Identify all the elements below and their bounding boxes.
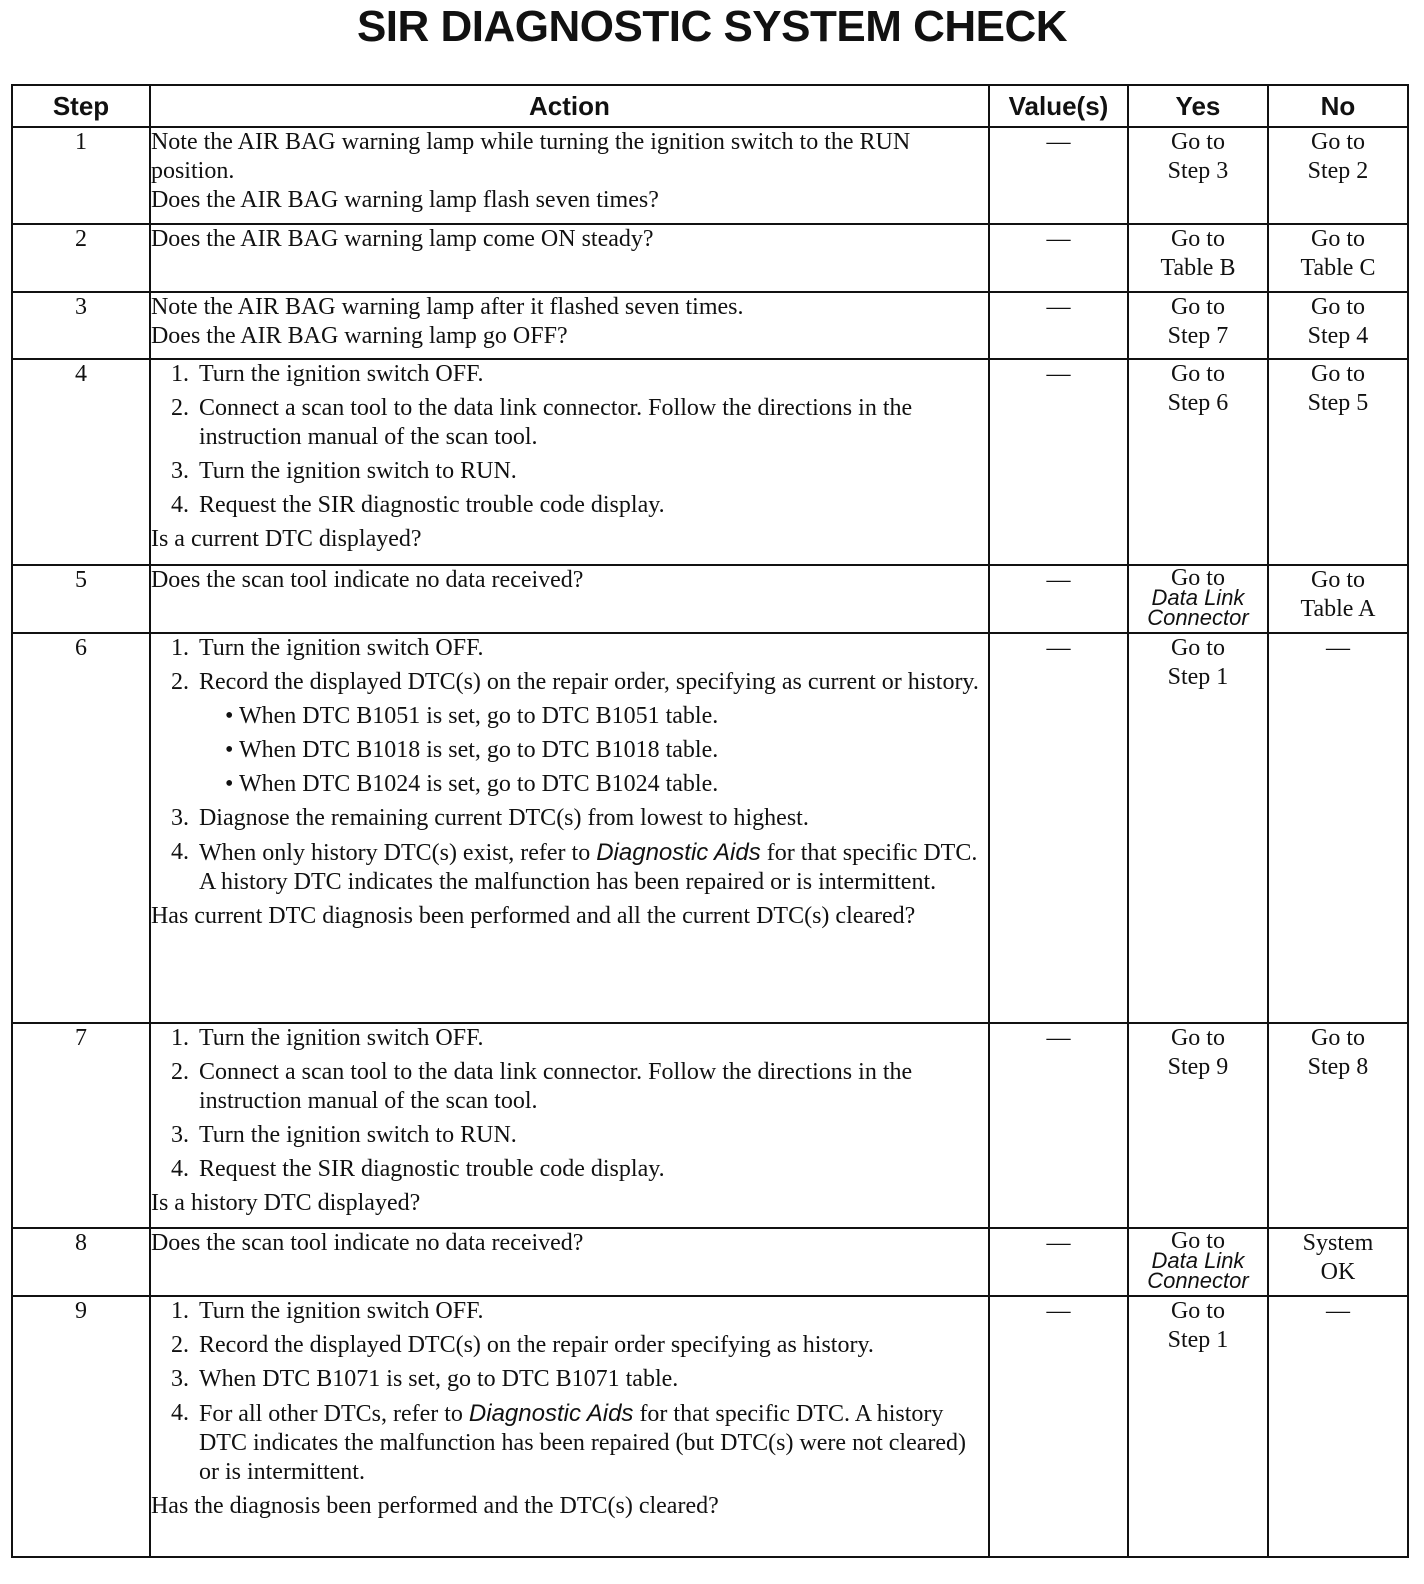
step-action xyxy=(150,565,989,633)
action-text: Note the AIR BAG warning lamp while turning the ignition switch to the RUN position. xyxy=(150,129,911,184)
no-goto: Go to xyxy=(1310,1025,1365,1051)
step-number: 1 xyxy=(12,127,150,224)
step-value: — xyxy=(989,127,1128,224)
substep xyxy=(171,1365,988,1394)
substep-text: Turn the ignition switch OFF. xyxy=(198,361,484,387)
header-action: Action xyxy=(150,85,989,127)
substep-text-pre: When only history DTC(s) exist, refer to xyxy=(198,840,597,866)
yes-result xyxy=(1128,127,1268,224)
step-action xyxy=(150,127,989,224)
substep-number: 3. xyxy=(170,1366,189,1392)
table-row xyxy=(12,359,1408,565)
step-action xyxy=(150,359,989,565)
no-goto: Go to xyxy=(1310,361,1365,387)
no-result xyxy=(1268,127,1408,224)
substep xyxy=(171,838,988,897)
step-action xyxy=(150,224,989,292)
yes-goto: Go to xyxy=(1170,361,1225,387)
step-action xyxy=(150,292,989,359)
substep xyxy=(171,1058,988,1116)
substep xyxy=(171,668,988,697)
table-row xyxy=(12,1296,1408,1557)
step-action xyxy=(150,633,989,1023)
substep-number: 1. xyxy=(170,635,189,661)
no-result xyxy=(1268,1296,1408,1557)
no-target: Step 5 xyxy=(1307,390,1369,416)
substep-number: 1. xyxy=(170,1025,189,1051)
substep-number: 3. xyxy=(170,1122,189,1148)
yes-goto: Go to xyxy=(1170,1228,1225,1254)
yes-target: Data Link xyxy=(1151,1248,1245,1273)
yes-result xyxy=(1128,1228,1268,1296)
no-result xyxy=(1268,359,1408,565)
no-target: Step 4 xyxy=(1307,323,1369,349)
action-question: Does the AIR BAG warning lamp go OFF? xyxy=(150,323,568,349)
step-number: 5 xyxy=(12,565,150,633)
no-target: — xyxy=(1325,1298,1350,1324)
yes-target: Table B xyxy=(1160,255,1236,281)
yes-goto: Go to xyxy=(1170,226,1225,252)
yes-result xyxy=(1128,633,1268,1023)
yes-target: Step 1 xyxy=(1167,1327,1229,1353)
substep-number: 2. xyxy=(170,1332,189,1358)
step-value: — xyxy=(989,224,1128,292)
substep xyxy=(171,804,988,833)
substep-text: Connect a scan tool to the data link connector. Follow the directions in the instruction manual of the scan tool. xyxy=(198,395,913,450)
header-yes: Yes xyxy=(1128,85,1268,127)
substep-number: 4. xyxy=(170,1156,189,1182)
substep-number: 2. xyxy=(170,1059,189,1085)
yes-result xyxy=(1128,565,1268,633)
step-number: 4 xyxy=(12,359,150,565)
step-value: — xyxy=(989,633,1128,1023)
no-result xyxy=(1268,1228,1408,1296)
no-goto: Go to xyxy=(1310,567,1365,593)
step-value: — xyxy=(989,565,1128,633)
substep-text xyxy=(199,1399,988,1487)
substep xyxy=(171,1331,988,1360)
no-target: Table A xyxy=(1300,596,1376,622)
no-target: Step 8 xyxy=(1307,1054,1369,1080)
yes-target: Step 6 xyxy=(1167,390,1229,416)
substep-text-pre: For all other DTCs, refer to xyxy=(198,1401,469,1427)
table-row xyxy=(12,1228,1408,1296)
header-step: Step xyxy=(12,85,150,127)
yes-goto: Go to xyxy=(1170,294,1225,320)
substep-number: 1. xyxy=(170,361,189,387)
bullet-item: • When DTC B1018 is set, go to DTC B1018 table. xyxy=(224,737,719,763)
substep-number: 1. xyxy=(170,1298,189,1324)
substep xyxy=(171,394,988,452)
page-title: SIR DIAGNOSTIC SYSTEM CHECK xyxy=(356,2,1068,51)
action-question: Does the AIR BAG warning lamp come ON steady? xyxy=(150,226,654,252)
substep-number: 2. xyxy=(170,669,189,695)
yes-target: Connector xyxy=(1147,605,1249,630)
table-row xyxy=(12,565,1408,633)
step-number: 9 xyxy=(12,1296,150,1557)
yes-target: Step 3 xyxy=(1167,158,1229,184)
table-row xyxy=(12,633,1408,1023)
yes-target: Step 7 xyxy=(1167,323,1229,349)
substep-number: 4. xyxy=(170,492,189,518)
no-result-line: OK xyxy=(1320,1259,1356,1285)
no-result xyxy=(1268,633,1408,1023)
step-number: 2 xyxy=(12,224,150,292)
action-text: Note the AIR BAG warning lamp after it flashed seven times. xyxy=(150,294,744,320)
substep xyxy=(171,1121,988,1150)
action-question: Has current DTC diagnosis been performed and all the current DTC(s) cleared? xyxy=(150,903,916,929)
step-value: — xyxy=(989,1296,1128,1557)
no-result xyxy=(1268,565,1408,633)
yes-result xyxy=(1128,224,1268,292)
no-target: Step 2 xyxy=(1307,158,1369,184)
table-row xyxy=(12,1023,1408,1228)
substep-text xyxy=(199,838,988,897)
substep-text: Turn the ignition switch to RUN. xyxy=(198,458,517,484)
yes-result xyxy=(1128,359,1268,565)
yes-goto: Go to xyxy=(1170,565,1225,591)
action-question: Does the scan tool indicate no data received? xyxy=(150,1230,584,1256)
header-no: No xyxy=(1268,85,1408,127)
yes-goto: Go to xyxy=(1170,1298,1225,1324)
substep-text: Turn the ignition switch to RUN. xyxy=(198,1122,517,1148)
table-row xyxy=(12,127,1408,224)
step-number: 6 xyxy=(12,633,150,1023)
substep xyxy=(171,360,988,389)
substep-text: Turn the ignition switch OFF. xyxy=(198,1298,484,1324)
substep-text: Request the SIR diagnostic trouble code display. xyxy=(198,1156,665,1182)
step-action xyxy=(150,1023,989,1228)
step-value: — xyxy=(989,359,1128,565)
bullet-item: • When DTC B1051 is set, go to DTC B1051 table. xyxy=(224,703,719,729)
step-number: 7 xyxy=(12,1023,150,1228)
step-value: — xyxy=(989,1023,1128,1228)
step-number: 8 xyxy=(12,1228,150,1296)
no-target: Table C xyxy=(1300,255,1376,281)
substep-number: 4. xyxy=(170,839,189,865)
no-result xyxy=(1268,224,1408,292)
substep xyxy=(171,1399,988,1487)
yes-goto: Go to xyxy=(1170,1025,1225,1051)
substep-text-post: for that specific DTC. A history DTC indicates the malfunction has been repaired or is intermittent. xyxy=(198,840,978,895)
substep xyxy=(171,1155,988,1184)
no-result xyxy=(1268,292,1408,359)
table-row xyxy=(12,292,1408,359)
yes-target: Step 9 xyxy=(1167,1054,1229,1080)
yes-target: Data Link xyxy=(1151,585,1245,610)
step-number: 3 xyxy=(12,292,150,359)
action-question: Has the diagnosis been performed and the DTC(s) cleared? xyxy=(150,1493,719,1519)
substep-text: Record the displayed DTC(s) on the repair order specifying as history. xyxy=(198,1332,874,1358)
step-value: — xyxy=(989,292,1128,359)
no-goto: Go to xyxy=(1310,129,1365,155)
yes-result xyxy=(1128,292,1268,359)
diagnostic-aids-reference: Diagnostic Aids xyxy=(468,1400,634,1427)
substep-number: 2. xyxy=(170,395,189,421)
substep xyxy=(171,634,988,663)
yes-goto: Go to xyxy=(1170,635,1225,661)
no-goto: Go to xyxy=(1310,226,1365,252)
substep-text: Diagnose the remaining current DTC(s) from lowest to highest. xyxy=(198,805,809,831)
yes-result xyxy=(1128,1296,1268,1557)
substep xyxy=(171,1024,988,1053)
step-action xyxy=(150,1296,989,1557)
table-header-row xyxy=(12,85,1408,127)
yes-result xyxy=(1128,1023,1268,1228)
action-question: Does the scan tool indicate no data received? xyxy=(150,567,584,593)
substep xyxy=(171,1297,988,1326)
substep-number: 4. xyxy=(170,1400,189,1426)
substep-text: Record the displayed DTC(s) on the repair order, specifying as current or history. xyxy=(198,669,979,695)
diagnostic-table xyxy=(11,84,1409,1558)
action-question: Is a history DTC displayed? xyxy=(150,1190,421,1216)
substep-text: Turn the ignition switch OFF. xyxy=(198,1025,484,1051)
diagnostic-aids-reference: Diagnostic Aids xyxy=(596,839,761,866)
header-values: Value(s) xyxy=(989,85,1128,127)
substep-text: Turn the ignition switch OFF. xyxy=(198,635,484,661)
substep-text: Connect a scan tool to the data link connector. Follow the directions in the instruction manual of the scan tool. xyxy=(198,1059,913,1114)
no-result xyxy=(1268,1023,1408,1228)
substep-text: Request the SIR diagnostic trouble code display. xyxy=(198,492,665,518)
bullet-item: • When DTC B1024 is set, go to DTC B1024 table. xyxy=(224,771,719,797)
no-target: — xyxy=(1325,635,1350,661)
step-action xyxy=(150,1228,989,1296)
yes-target: Step 1 xyxy=(1167,664,1229,690)
substep xyxy=(171,491,988,520)
action-question: Does the AIR BAG warning lamp flash seven times? xyxy=(150,187,659,213)
table-row xyxy=(12,224,1408,292)
substep xyxy=(171,457,988,486)
step-value: — xyxy=(989,1228,1128,1296)
yes-target: Connector xyxy=(1147,1268,1249,1293)
action-question: Is a current DTC displayed? xyxy=(150,526,422,552)
substep-text: When DTC B1071 is set, go to DTC B1071 table. xyxy=(198,1366,679,1392)
substep-number: 3. xyxy=(170,805,189,831)
yes-goto: Go to xyxy=(1170,129,1225,155)
substep-number: 3. xyxy=(170,458,189,484)
substep-text-post: for that specific DTC. A history DTC indicates the malfunction has been repaired (but DTC(s) were not cleared) or is intermittent. xyxy=(198,1401,967,1485)
no-goto: Go to xyxy=(1310,294,1365,320)
no-result-line: System xyxy=(1302,1230,1374,1256)
